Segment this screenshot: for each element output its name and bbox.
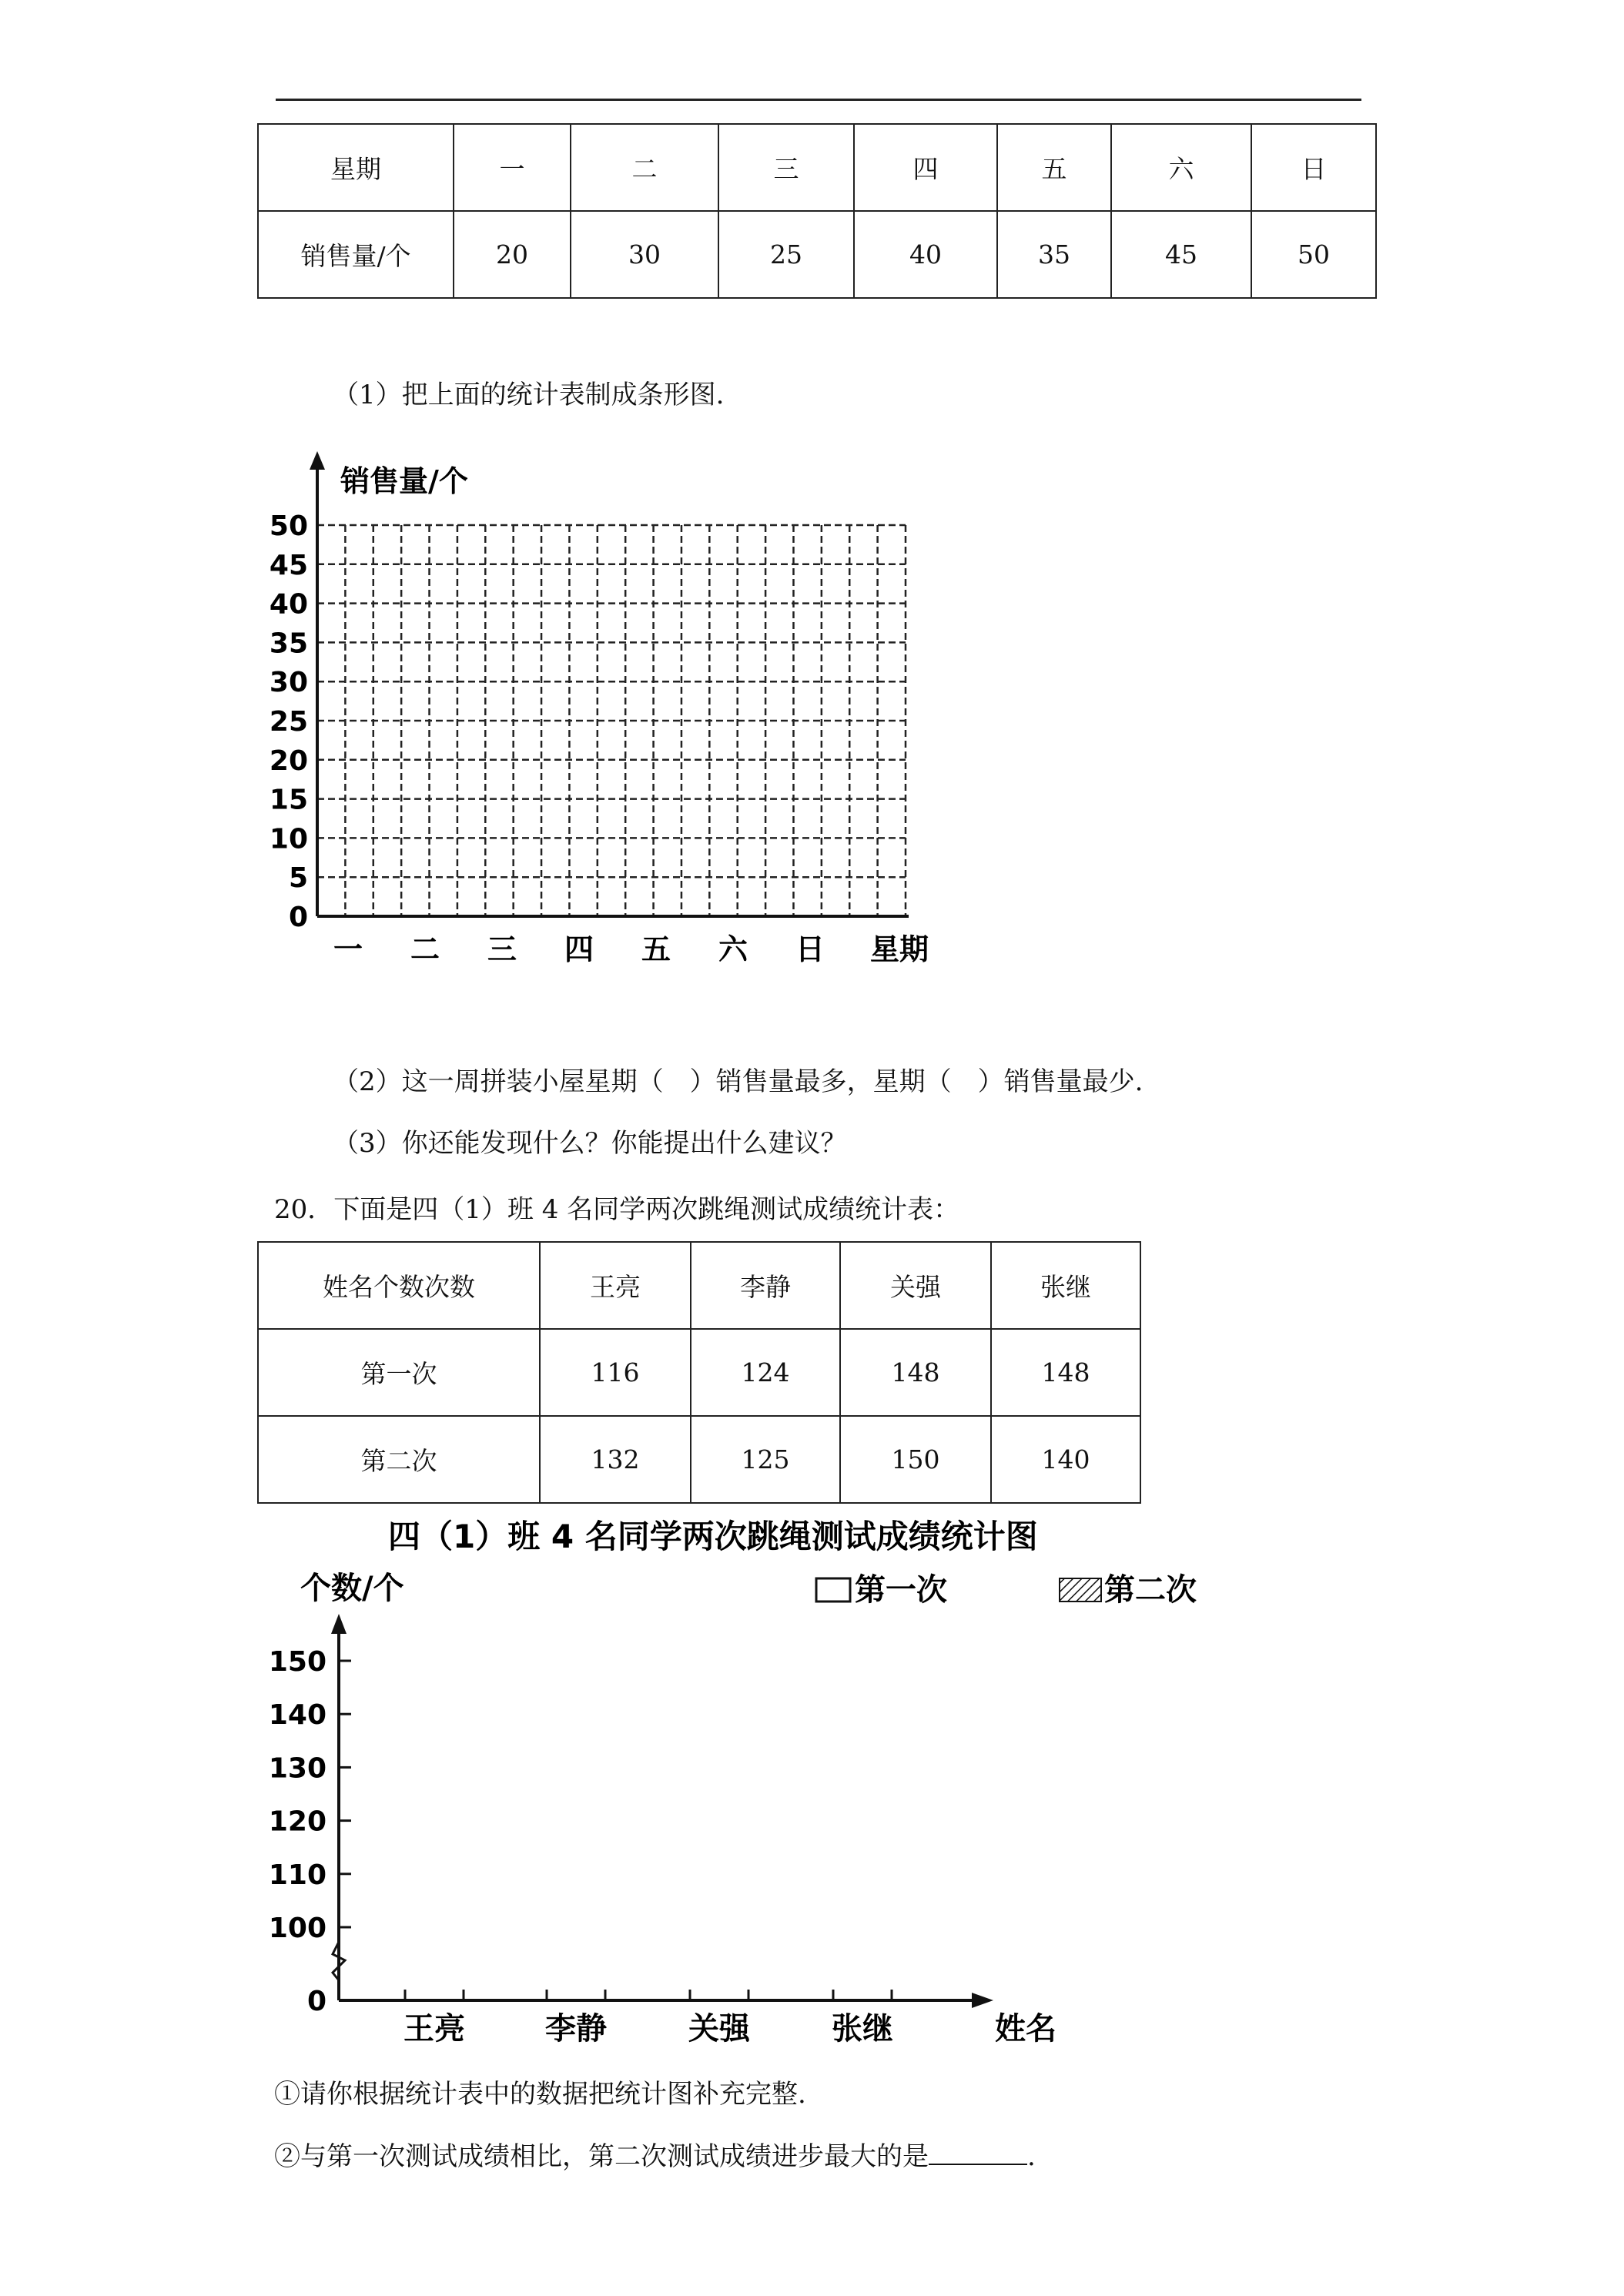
table-cell: 50 (1251, 211, 1376, 298)
table-cell: 王亮 (540, 1242, 691, 1329)
sales-table (257, 123, 1377, 299)
y-tick-label: 5 (288, 862, 308, 895)
table-cell: 四 (854, 124, 997, 211)
question-20: 20．下面是四（1）班 4 名同学两次跳绳测试成绩统计表： (274, 1194, 960, 1225)
legend-swatch-first (816, 1578, 850, 1602)
table-cell: 五 (997, 124, 1111, 211)
table-cell: 45 (1111, 211, 1251, 298)
subquestion-1: ①请你根据统计表中的数据把统计图补充完整. (274, 2079, 806, 2110)
y-tick-label: 25 (269, 706, 308, 738)
table-cell: 35 (997, 211, 1111, 298)
table-cell: 姓名个数次数 (258, 1242, 540, 1329)
y-tick-label: 150 (268, 1646, 326, 1678)
table-cell: 张继 (991, 1242, 1140, 1329)
y-tick-label: 100 (268, 1913, 326, 1944)
x-tick-label: 三 (487, 932, 517, 966)
question-1: （1）把上面的统计表制成条形图. (333, 380, 725, 410)
table-cell: 星期 (258, 124, 454, 211)
sales-bar-chart (269, 448, 970, 987)
table-cell: 日 (1251, 124, 1376, 211)
table-cell: 六 (1111, 124, 1251, 211)
y-tick-label: 30 (269, 667, 308, 699)
header-rule (276, 99, 1361, 101)
table-cell: 132 (540, 1416, 691, 1503)
table-cell: 销售量/个 (258, 211, 454, 298)
y-tick-label: 50 (269, 510, 308, 542)
table-cell: 140 (991, 1416, 1140, 1503)
table-cell: 150 (840, 1416, 991, 1503)
table-cell: 124 (691, 1329, 840, 1416)
x-tick-label: 二 (410, 932, 440, 966)
rope-skipping-table (257, 1241, 1141, 1504)
subquestion-2-text: ②与第一次测试成绩相比，第二次测试成绩进步最大的是 (274, 2141, 929, 2172)
chart-title: 四（1）班 4 名同学两次跳绳测试成绩统计图 (388, 1518, 1038, 1555)
rope-skipping-chart (262, 1509, 1278, 2048)
table-cell: 40 (854, 211, 997, 298)
y-tick-label: 20 (269, 745, 308, 777)
table-cell: 关强 (840, 1242, 991, 1329)
table-row (258, 211, 1376, 298)
table-cell: 20 (454, 211, 571, 298)
subquestion-2-end: . (1027, 2141, 1036, 2172)
table-cell: 第二次 (258, 1416, 540, 1503)
table-cell: 148 (840, 1329, 991, 1416)
y-tick-label: 45 (269, 549, 308, 581)
table-row (258, 124, 1376, 211)
table-row (258, 1242, 1140, 1329)
y-axis-label: 个数/个 (300, 1571, 404, 1606)
y-tick-label: 130 (268, 1752, 326, 1785)
x-axis-label: 姓名 (995, 2011, 1056, 2047)
y-tick-label: 40 (269, 588, 308, 621)
y-tick-label: 120 (268, 1806, 326, 1838)
table-cell: 二 (571, 124, 718, 211)
x-tick-labels (403, 1990, 893, 2047)
question-3: （3）你还能发现什么？你能提出什么建议？ (333, 1128, 847, 1159)
legend-swatch-second (1060, 1578, 1101, 1602)
table-cell: 30 (571, 211, 718, 298)
y-tick-label: 110 (268, 1859, 326, 1891)
y-tick-label: 10 (269, 823, 308, 855)
y-tick-label: 0 (306, 1986, 326, 2017)
table-cell: 一 (454, 124, 571, 211)
table-cell: 第一次 (258, 1329, 540, 1416)
y-tick-label: 15 (269, 784, 308, 816)
answer-blank[interactable] (929, 2140, 1027, 2165)
x-tick-label: 张继 (832, 2011, 893, 2047)
x-axis-label: 星期 (869, 932, 929, 966)
y-axis-label: 销售量/个 (340, 464, 468, 498)
y-axis-arrow (310, 451, 325, 470)
table-cell: 李静 (691, 1242, 840, 1329)
x-tick-labels (333, 932, 825, 966)
x-tick-label: 关强 (688, 2011, 750, 2047)
table-cell: 25 (718, 211, 854, 298)
y-tick-label: 0 (288, 902, 308, 933)
subquestion-2 (274, 2139, 1036, 2174)
chart-grid (317, 525, 906, 916)
x-tick-label: 王亮 (403, 2011, 465, 2047)
table-row (258, 1416, 1140, 1503)
table-cell: 148 (991, 1329, 1140, 1416)
x-tick-label: 五 (641, 932, 671, 966)
question-2: （2）这一周拼装小屋星期（ ）销售量最多，星期（ ）销售量最少. (333, 1066, 1143, 1097)
legend-label-second: 第二次 (1104, 1572, 1197, 1608)
table-row (258, 1329, 1140, 1416)
y-tick-label: 35 (269, 628, 308, 660)
y-axis-arrow (331, 1614, 347, 1634)
legend-label-first: 第一次 (855, 1572, 947, 1608)
table-cell: 125 (691, 1416, 840, 1503)
x-axis-arrow (972, 1993, 993, 2008)
table-cell: 116 (540, 1329, 691, 1416)
table-cell: 三 (718, 124, 854, 211)
x-tick-label: 一 (333, 932, 363, 966)
y-tick-label: 140 (268, 1699, 326, 1732)
x-tick-label: 六 (718, 932, 748, 966)
x-tick-label: 四 (564, 932, 594, 966)
x-tick-label: 李静 (545, 2011, 607, 2047)
y-tick-labels (270, 510, 308, 933)
x-tick-label: 日 (795, 932, 825, 966)
